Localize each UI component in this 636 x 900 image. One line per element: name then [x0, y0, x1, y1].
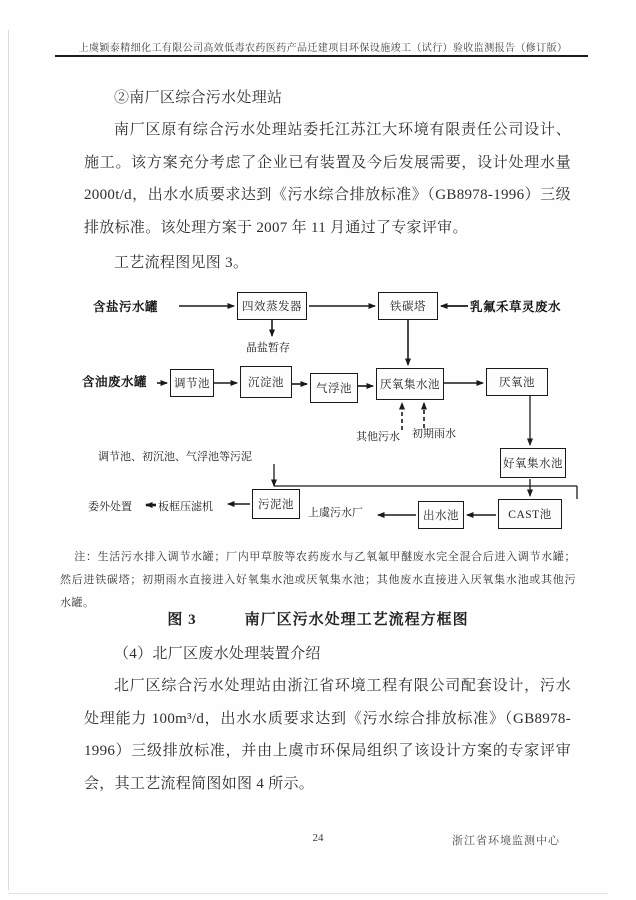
- paragraph-see-figure-3: 工艺流程图见图 3。: [114, 255, 249, 271]
- flowchart: [60, 286, 580, 538]
- oily-wastewater-tank-label: 含油废水罐: [82, 375, 148, 389]
- four-effect-evaporator-box: 四效蒸发器: [237, 292, 307, 320]
- anaerobic-tank-box: 厌氧池: [486, 368, 548, 396]
- lactofen-wastewater-label: 乳氟禾草灵废水: [470, 300, 562, 314]
- cast-tank-box: CAST池: [498, 499, 562, 529]
- page-number: 24: [312, 832, 324, 844]
- footer-organization: 浙江省环境监测中心: [452, 835, 560, 847]
- salt-wastewater-tank-label: 含盐污水罐: [93, 300, 159, 314]
- section-heading-north-plant: （4）北厂区废水处理装置介绍: [114, 646, 321, 662]
- sludge-tank-box: 污泥池: [252, 489, 300, 519]
- external-disposal-label: 委外处置: [88, 500, 132, 513]
- aerobic-collecting-tank-box: 好氧集水池: [500, 448, 566, 478]
- initial-rainwater-label: 初期雨水: [412, 428, 456, 440]
- figure-3-caption: 图 3 南厂区污水处理工艺流程方框图: [167, 612, 469, 628]
- effluent-tank-box: 出水池: [418, 501, 464, 529]
- other-wastewater-label: 其他污水: [356, 431, 400, 443]
- flowchart-footnote: 注：生活污水排入调节水罐；厂内甲草胺等农药废水与乙氧氟甲醚废水完全混合后进入调节水罐；然后进铁碳塔；初期雨水直接进入好氧集水池或厌氧集水池；其他废水直接进入厌氧集水池或其他污水罐。: [60, 551, 576, 609]
- page-header-title: 上虞颖泰精细化工有限公司高效低毒农药医药产品迁建项目环保设施竣工（试行）验收监测报告（修订版）: [78, 43, 568, 54]
- section-heading-south-plant: ②南厂区综合污水处理站: [114, 90, 283, 106]
- paragraph-north-plant-description: 北厂区综合污水处理站由浙江省环境工程有限公司配套设计，污水处理能力 100m³/d，出水水质要求达到《污水综合排放标准》（GB8978-1996）三级排放标准，并由上虞市环保局组织了该设计方案的专家评审会，其工艺流程简图如图 4 所示。: [84, 678, 571, 792]
- scan-edge-bottom: [8, 893, 608, 894]
- anaerobic-collecting-tank-box: 厌氧集水池: [376, 368, 444, 400]
- sedimentation-tank-box: 沉淀池: [240, 366, 292, 398]
- to-wwtp-label: 上虞污水厂: [308, 506, 363, 519]
- air-flotation-tank-box: 气浮池: [310, 373, 358, 403]
- regulating-tank-box: 调节池: [170, 369, 214, 397]
- iron-carbon-tower-box: 铁碳塔: [378, 292, 438, 320]
- scan-edge-left: [8, 30, 9, 890]
- header-rule: [55, 55, 588, 57]
- filter-press-label: 板框压滤机: [158, 500, 213, 513]
- paragraph-design-description: 南厂区原有综合污水处理站委托江苏江大环境有限责任公司设计、施工。该方案充分考虑了企业已有装置及今后发展需要，设计处理水量2000t/d，出水水质要求达到《污水综合排放标准》（GB8978-1996）三级排放标准。该处理方案于 2007 年 11 月通过了专家评审。: [84, 122, 571, 236]
- crystal-salt-storage-label: 晶盐暂存: [246, 342, 290, 354]
- sludge-sources-label: 调节池、初沉池、气浮池等污泥: [98, 450, 252, 463]
